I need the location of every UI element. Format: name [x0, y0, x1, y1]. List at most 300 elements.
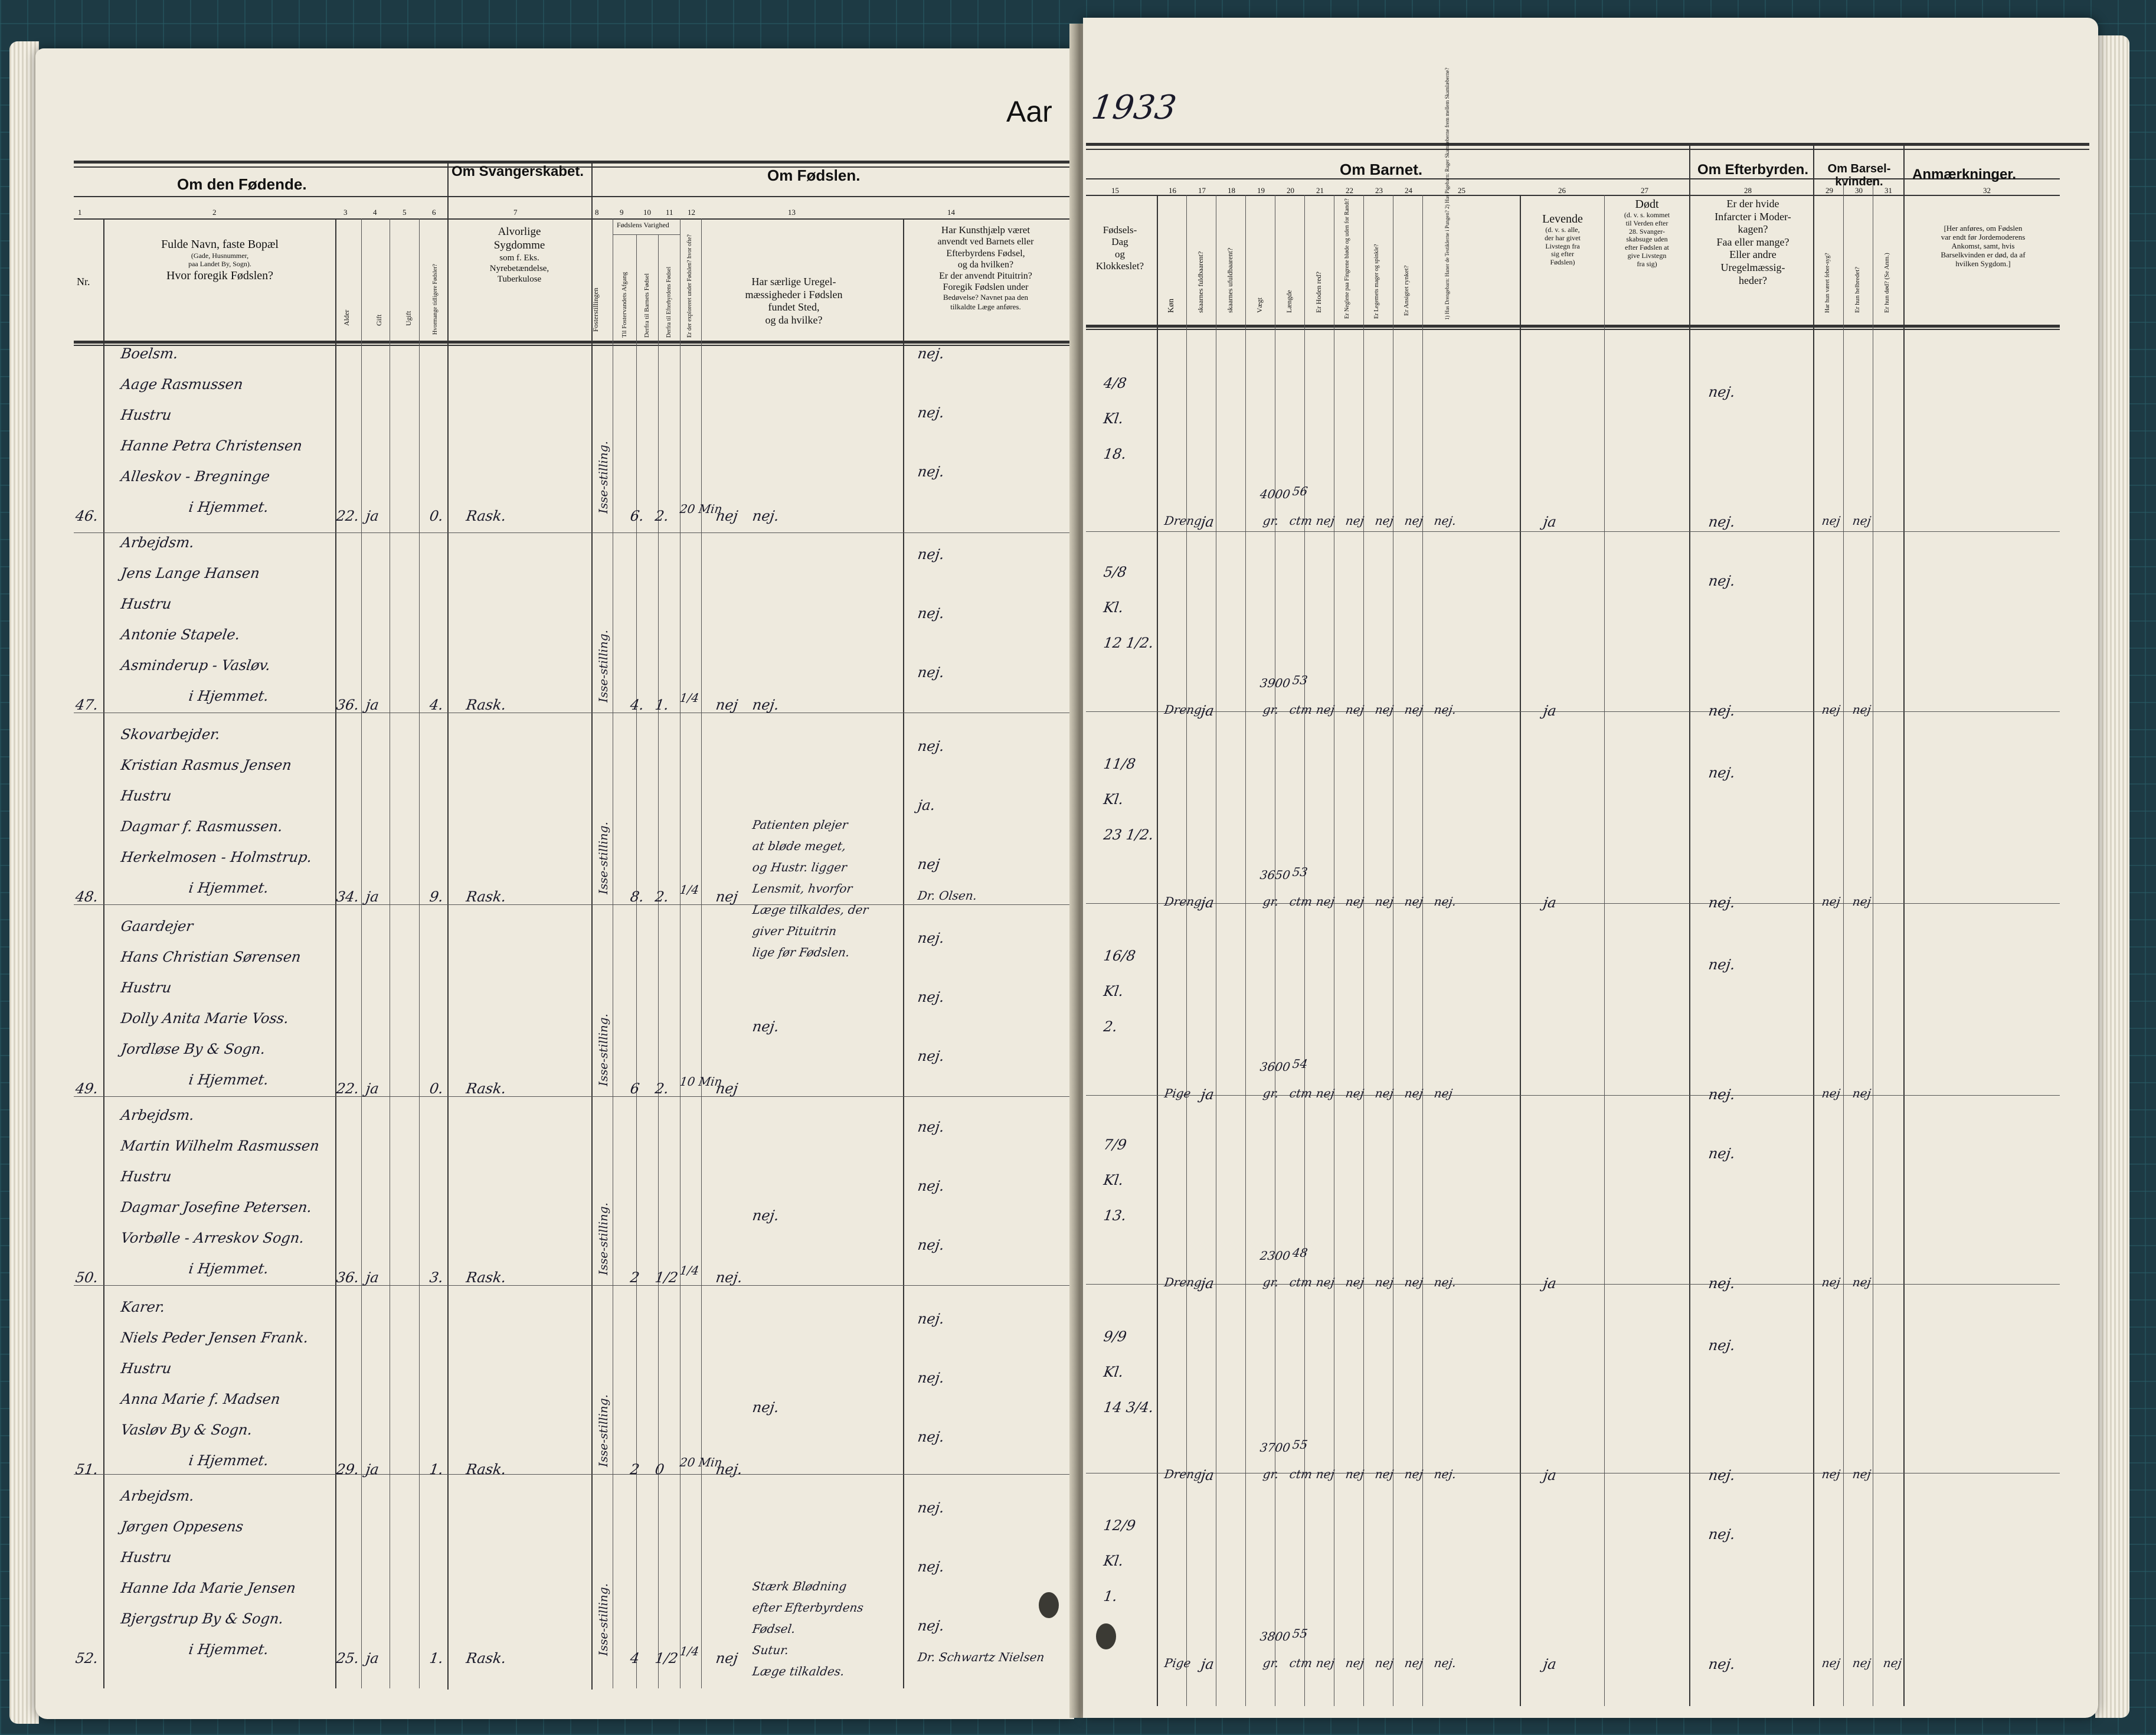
entry-48-nr: 48. [74, 888, 100, 905]
col-14-label: Har Kunsthjælp været anvendt ved Barnets eller Efterbyrdens Fødsel, og da hvilken? Er der anvendt Pituitrin? Foregik Fødslen under Bedøvelse? Navnet paa den tilkaldte Læge anføres. [937, 224, 1034, 311]
entry-47-mark: nej [1374, 703, 1395, 717]
entry-51-dag-line: 14 3/4. [1102, 1399, 1155, 1416]
colnum-24: 24 [1405, 186, 1412, 195]
entry-50-name-line: Arbejdsm. [120, 1107, 195, 1123]
entry-48-mark: nej [1374, 894, 1395, 909]
entry-50-v12: nej. [715, 1269, 744, 1286]
entry-50-gift: ja [365, 1269, 380, 1286]
entry-52-fuld: ja [1200, 1656, 1215, 1672]
entry-52-laengde-unit: ctm [1288, 1656, 1313, 1670]
entry-46-name-line: Alleskov - Bregninge [120, 468, 271, 485]
colnum-32: 32 [1983, 186, 1991, 195]
entry-49-v14-line: nej. [917, 1048, 946, 1064]
entry-51-name-line: Hustru [120, 1360, 173, 1377]
entry-49-v13: nej. [751, 1018, 780, 1035]
entry-47-fodsler: 4. [428, 697, 444, 713]
entry-48-sygdom: Rask. [465, 888, 508, 905]
entry-46-fuld: ja [1200, 514, 1215, 530]
entry-48-mark: nej. [1433, 894, 1457, 909]
colnum-1: 1 [78, 208, 82, 217]
entry-49-gift: ja [365, 1080, 380, 1097]
entry-52-dag-line: Kl. [1102, 1553, 1125, 1569]
entry-50-name-line: i Hjemmet. [188, 1260, 270, 1277]
colnum-14: 14 [947, 208, 955, 217]
entry-47-stilling: Isse-stilling. [596, 630, 610, 703]
entry-48-v14-line: ja. [917, 797, 937, 813]
entry-47-v14-line: nej. [917, 664, 946, 681]
entry-47-v12: nej [715, 697, 740, 713]
col-26-label: Levende (d. v. s. alle, der har givet Livstegn fra sig efter Fødslen) [1542, 213, 1583, 267]
colnum-6: 6 [432, 208, 436, 217]
col-24-label: Er Ansigtet rynket? [1403, 265, 1410, 316]
entry-51-sygdom: Rask. [465, 1461, 508, 1478]
entry-49-mark: nej [1433, 1086, 1454, 1100]
col-gift-label: Gift [375, 314, 383, 326]
entry-46-name-line: i Hjemmet. [188, 499, 270, 515]
entry-52-levende: ja [1542, 1656, 1558, 1672]
entry-52-v9: 4 [629, 1650, 641, 1667]
entry-49-dag-line: 16/8 [1102, 947, 1137, 964]
entry-50-mark: nej. [1433, 1275, 1457, 1289]
entry-47-v9: 4. [629, 697, 645, 713]
entry-47-laengde-unit: ctm [1288, 703, 1313, 717]
entry-47-name-line: Asminderup - Vasløv. [120, 657, 271, 674]
entry-46-barsel: nej [1821, 514, 1841, 528]
entry-50-fuld: ja [1200, 1275, 1215, 1292]
entry-49-sygdom: Rask. [465, 1080, 508, 1097]
binding-hole [1039, 1592, 1059, 1618]
entry-49-mark: nej [1403, 1086, 1424, 1100]
entry-48-v13-line: at bløde meget, [751, 839, 848, 853]
colnum-22: 22 [1346, 186, 1353, 195]
entry-49-name-line: Hustru [120, 979, 173, 996]
entry-51-fodsler: 1. [428, 1461, 444, 1478]
entry-52-v14-line: nej. [917, 1618, 946, 1634]
entry-46-laengde-unit: ctm [1288, 514, 1313, 528]
entry-52-name-line: Arbejdsm. [120, 1488, 195, 1504]
entry-47-v13: nej. [751, 697, 780, 713]
entry-51-gift: ja [365, 1461, 380, 1478]
entry-46-levende: ja [1542, 514, 1558, 530]
entry-47-levende: ja [1542, 703, 1558, 719]
entry-48-efterbyrd: nej. [1707, 894, 1736, 911]
entry-47-dag-line: 12 1/2. [1102, 635, 1155, 651]
entry-51-levende: ja [1542, 1467, 1558, 1484]
entry-52-mark: nej [1374, 1656, 1395, 1670]
entry-49-v14-line: nej. [917, 989, 946, 1005]
entry-47-v14-line: nej. [917, 546, 946, 563]
entry-48-levende: ja [1542, 894, 1558, 911]
colnum-21: 21 [1316, 186, 1324, 195]
entry-48-vaegt-unit: gr. [1262, 894, 1280, 909]
col-varighed-label: Fødslens Varighed [617, 221, 669, 229]
page-edges-left [9, 41, 39, 1724]
entry-48-v13-line: lige før Fødslen. [751, 945, 851, 959]
entry-50-name-line: Martin Wilhelm Rasmussen [120, 1138, 320, 1154]
entry-51-v10: 0 [654, 1461, 666, 1478]
entry-51-name-line: i Hjemmet. [188, 1452, 270, 1469]
entry-52-mark: nej. [1433, 1656, 1457, 1670]
entry-48-laengde-unit: ctm [1288, 894, 1313, 909]
entry-46-v14-line: nej. [917, 345, 946, 362]
entry-47-name-line: Hustru [120, 596, 173, 612]
entry-46-name-line: Aage Rasmussen [120, 376, 244, 393]
colnum-7: 7 [513, 208, 518, 217]
col-20-label: Længde [1285, 290, 1293, 313]
col-21-label: Er Hoden red? [1314, 272, 1323, 313]
entry-52-mark: nej [1344, 1656, 1365, 1670]
colnum-8: 8 [595, 208, 599, 217]
entry-47-kon: Dreng [1163, 703, 1203, 717]
entry-47-fuld: ja [1200, 703, 1215, 719]
col-31-label: Er hun død? (Se Anm.) [1883, 253, 1890, 313]
entry-48-v13-line: giver Pituitrin [751, 924, 837, 938]
entry-52-v13-line: Fødsel. [751, 1622, 797, 1636]
colnum-19: 19 [1257, 186, 1265, 195]
colnum-11: 11 [666, 208, 673, 217]
col-32-label: [Her anføres, om Fødslen var endt før Jordemoderens Ankomst, samt, hvis Barselkvinden er død, da af hvilken Sygdom.] [1941, 224, 2026, 268]
entry-49-alder: 22. [335, 1080, 361, 1097]
colnum-27: 27 [1641, 186, 1648, 195]
entry-51-v11: 20 Min [679, 1455, 724, 1469]
page-edges-right [2095, 35, 2129, 1718]
entry-47-mark: nej [1344, 703, 1365, 717]
entry-52-name-line: Jørgen Oppesens [120, 1518, 245, 1535]
entry-49-fodsler: 0. [428, 1080, 444, 1097]
colnum-25: 25 [1458, 186, 1465, 195]
entry-47-barsel: nej [1821, 703, 1841, 717]
entry-48-barsel: nej [1821, 894, 1841, 909]
entry-52-fodsler: 1. [428, 1650, 444, 1667]
entry-46-dag-line: 18. [1102, 446, 1128, 462]
entry-51-dag-line: Kl. [1102, 1364, 1125, 1380]
entry-49-v9: 6 [629, 1080, 641, 1097]
entry-47-gift: ja [365, 697, 380, 713]
entry-46-name-line: Hustru [120, 407, 173, 423]
entry-52-v13-line: Sutur. [751, 1643, 790, 1657]
entry-47-nr: 47. [74, 697, 100, 713]
col-30-label: Er hun helbredet? [1854, 266, 1861, 313]
entry-51-mark: nej [1315, 1467, 1336, 1481]
entry-50-efterbyrd: nej. [1707, 1275, 1736, 1292]
entry-51-mark: nej. [1433, 1467, 1457, 1481]
entry-50-laengde: 48 [1291, 1246, 1309, 1260]
colnum-4: 4 [373, 208, 377, 217]
entry-51-mark: nej [1344, 1467, 1365, 1481]
entry-48-v14-line: Dr. Olsen. [917, 888, 978, 903]
entry-51-v13: nej. [751, 1399, 780, 1416]
entry-51-name-line: Karer. [120, 1299, 166, 1315]
entry-48-v11: 1/4 [679, 883, 700, 897]
entry-51-vaegt: 3700 [1259, 1440, 1291, 1455]
entry-52-v11: 1/4 [679, 1644, 700, 1658]
entry-52-v10: 1/2 [654, 1650, 679, 1667]
right-page [1006, 18, 2098, 1718]
col-ugift-label: Ugift [404, 311, 413, 326]
entry-52-name-line: Bjergstrup By & Sogn. [120, 1610, 285, 1627]
entry-50-efterbyrd-top: nej. [1707, 1145, 1736, 1162]
colnum-23: 23 [1375, 186, 1383, 195]
entry-46-efterbyrd: nej. [1707, 514, 1736, 530]
entry-50-barsel: nej [1851, 1275, 1872, 1289]
entry-49-dag-line: Kl. [1102, 983, 1125, 999]
entry-50-v14-line: nej. [917, 1178, 946, 1194]
entry-52-laengde: 55 [1291, 1626, 1309, 1641]
entry-52-name-line: Hanne Ida Marie Jensen [120, 1580, 297, 1596]
col-17-label: skaarnes fuldbaarent? [1196, 251, 1205, 313]
entry-46-laengde: 56 [1291, 484, 1309, 498]
entry-50-dag-line: Kl. [1102, 1172, 1125, 1188]
year-value: 1933 [1089, 89, 1179, 127]
colnum-9: 9 [620, 208, 624, 217]
entry-50-stilling: Isse-stilling. [596, 1203, 610, 1275]
entry-47-name-line: Arbejdsm. [120, 534, 195, 551]
year-label: Aar [1006, 95, 1052, 128]
colnum-30: 30 [1855, 186, 1863, 195]
entry-50-levende: ja [1542, 1275, 1558, 1292]
entry-52-v13-line: efter Efterbyrdens [751, 1600, 865, 1615]
entry-48-name-line: Kristian Rasmus Jensen [120, 757, 293, 773]
entry-48-v14-line: nej. [917, 738, 946, 754]
entry-51-v14-line: nej. [917, 1370, 946, 1386]
entry-48-stilling: Isse-stilling. [596, 822, 610, 894]
entry-50-dag-line: 13. [1102, 1207, 1128, 1224]
entry-47-dag-line: Kl. [1102, 599, 1125, 616]
entry-49-barsel: nej [1851, 1086, 1872, 1100]
entry-50-mark: nej [1403, 1275, 1424, 1289]
entry-46-kon: Dreng [1163, 514, 1203, 528]
entry-50-barsel: nej [1821, 1275, 1841, 1289]
entry-49-laengde: 54 [1291, 1057, 1309, 1071]
col-27-label: Dødt (d. v. s. kommet til Verden efter 28. Svanger- skabsuge uden efter Fødslen at give Livstegn fra sig) [1624, 198, 1670, 268]
colnum-26: 26 [1558, 186, 1566, 195]
entry-49-v14-line: nej. [917, 930, 946, 946]
header-om-barnet: Om Barnet. [1340, 161, 1423, 178]
entry-49-mark: nej [1315, 1086, 1336, 1100]
entry-50-v10: 1/2 [654, 1269, 679, 1286]
col-stilling-label: Fosterstillingen [591, 287, 600, 332]
entry-49-v12: nej [715, 1080, 740, 1097]
entry-48-v13-line: Lensmit, hvorfor [751, 881, 853, 896]
entry-47-mark: nej. [1433, 703, 1457, 717]
entry-48-dag-line: 11/8 [1102, 756, 1137, 772]
entry-46-mark: nej [1344, 514, 1365, 528]
entry-46-nr: 46. [74, 508, 100, 524]
entry-50-v14-line: nej. [917, 1119, 946, 1135]
entry-52-barsel: nej [1821, 1656, 1841, 1670]
entry-46-v14-line: nej. [917, 404, 946, 421]
entry-49-name-line: Jordløse By & Sogn. [120, 1041, 267, 1057]
entry-50-mark: nej [1344, 1275, 1365, 1289]
header-om-svangerskabet: Om Svangerskabet. [451, 164, 584, 179]
entry-51-nr: 51. [74, 1461, 100, 1478]
col-19-label: Vægt [1255, 297, 1264, 313]
entry-52-barsel: nej [1882, 1656, 1903, 1670]
entry-48-v14-line: nej [917, 856, 941, 873]
entry-52-barsel: nej [1851, 1656, 1872, 1670]
col-22-label: Er Neglene paa Fingrene bløde og uden for Randt? [1344, 198, 1350, 319]
entry-49-name-line: i Hjemmet. [188, 1071, 270, 1088]
entry-52-sygdom: Rask. [465, 1650, 508, 1667]
entry-47-v14-line: nej. [917, 605, 946, 622]
entry-48-mark: nej [1403, 894, 1424, 909]
col-15-label: Fødsels- Dag og Klokkeslet? [1095, 224, 1144, 272]
entry-48-kon: Dreng [1163, 894, 1203, 909]
entry-48-dag-line: Kl. [1102, 791, 1125, 808]
entry-46-v14-line: nej. [917, 463, 946, 480]
entry-52-efterbyrd: nej. [1707, 1656, 1736, 1672]
entry-46-v10: 2. [654, 508, 670, 524]
entry-51-v14-line: nej. [917, 1311, 946, 1327]
entry-51-v12: nej. [715, 1461, 744, 1478]
col-28-label: Er der hvide Infarcter i Moder- kagen? Faa eller mange? Eller andre Uregelmæssig- heder? [1715, 198, 1791, 286]
entry-46-dag-line: Kl. [1102, 410, 1125, 427]
entry-46-name-line: Boelsm. [120, 345, 179, 362]
col-29-label: Har hun været feber-syg? [1824, 253, 1831, 313]
entry-49-stilling: Isse-stilling. [596, 1014, 610, 1086]
entry-49-name-line: Hans Christian Sørensen [120, 949, 302, 965]
col-12-label: Er der exploreret under Fødslen? hvor ofte? [686, 234, 693, 338]
entry-49-barsel: nej [1821, 1086, 1841, 1100]
entry-47-name-line: Jens Lange Hansen [120, 565, 261, 581]
entry-46-alder: 22. [335, 508, 361, 524]
entry-52-stilling: Isse-stilling. [596, 1583, 610, 1656]
entry-51-vaegt-unit: gr. [1262, 1467, 1280, 1481]
entry-48-name-line: Hustru [120, 788, 173, 804]
entry-50-fodsler: 3. [428, 1269, 444, 1286]
entry-48-name-line: Skovarbejder. [120, 726, 221, 743]
entry-50-alder: 36. [335, 1269, 361, 1286]
col-25-label: 1) Has Drengebarn: Haner de Testiklerne i Pungen? 2) Has Pigebarn: Rager Skamlæberne frem mellem Skamlæberne? [1444, 67, 1450, 320]
entry-47-mark: nej [1403, 703, 1424, 717]
entry-50-v13: nej. [751, 1207, 780, 1224]
entry-51-name-line: Anna Marie f. Madsen [120, 1391, 282, 1407]
entry-51-name-line: Vasløv By & Sogn. [120, 1422, 254, 1438]
entry-52-kon: Pige [1163, 1656, 1192, 1670]
entry-52-alder: 25. [335, 1650, 361, 1667]
entry-49-fuld: ja [1200, 1086, 1215, 1103]
entry-52-mark: nej [1315, 1656, 1336, 1670]
col-name-label: Fulde Navn, faste Bopæl (Gade, Husnummer, paa Landet By, Sogn). Hvor foregik Fødslen? [161, 238, 279, 282]
entry-50-mark: nej [1315, 1275, 1336, 1289]
col-alder-label: Alder [342, 309, 351, 326]
entry-47-v11: 1/4 [679, 691, 700, 705]
entry-50-sygdom: Rask. [465, 1269, 508, 1286]
entry-46-sygdom: Rask. [465, 508, 508, 524]
colnum-16: 16 [1169, 186, 1176, 195]
entry-52-dag-line: 1. [1102, 1588, 1118, 1605]
entry-52-v13-line: Læge tilkaldes. [751, 1664, 846, 1678]
entry-46-mark: nej [1315, 514, 1336, 528]
entry-48-v9: 8. [629, 888, 645, 905]
entry-52-efterbyrd-top: nej. [1707, 1526, 1736, 1543]
entry-47-efterbyrd: nej. [1707, 703, 1736, 719]
entry-49-v11: 10 Min [679, 1074, 724, 1089]
entry-51-kon: Dreng [1163, 1467, 1203, 1481]
entry-48-dag-line: 23 1/2. [1102, 826, 1155, 843]
entry-52-v13-line: Stærk Blødning [751, 1579, 848, 1593]
header-om-barselkvinden: Om Barsel-kvinden. [1827, 162, 1891, 188]
entry-47-efterbyrd-top: nej. [1707, 573, 1736, 589]
entry-47-name-line: i Hjemmet. [188, 688, 270, 704]
entry-48-efterbyrd-top: nej. [1707, 764, 1736, 781]
entry-46-barsel: nej [1851, 514, 1872, 528]
entry-49-efterbyrd-top: nej. [1707, 956, 1736, 973]
entry-50-mark: nej [1374, 1275, 1395, 1289]
colnum-2: 2 [212, 208, 217, 217]
entry-51-mark: nej [1403, 1467, 1424, 1481]
entry-49-v10: 2. [654, 1080, 670, 1097]
entry-51-barsel: nej [1851, 1467, 1872, 1481]
entry-46-mark: nej [1374, 514, 1395, 528]
entry-52-v14-line: Dr. Schwartz Nielsen [917, 1650, 1046, 1664]
entry-49-mark: nej [1344, 1086, 1365, 1100]
entry-52-nr: 52. [74, 1650, 100, 1667]
col-18-label: skaarnes ufuldbaarent? [1226, 247, 1234, 313]
header-om-fodslen: Om Fødslen. [767, 166, 861, 184]
entry-48-v13-line: og Hustr. ligger [751, 860, 848, 874]
colnum-29: 29 [1825, 186, 1833, 195]
entry-48-v13-line: Patienten plejer [751, 818, 849, 832]
entry-46-gift: ja [365, 508, 380, 524]
entry-50-dag-line: 7/9 [1102, 1136, 1128, 1153]
entry-52-dag-line: 12/9 [1102, 1517, 1137, 1534]
entry-50-vaegt-unit: gr. [1262, 1275, 1280, 1289]
colnum-31: 31 [1885, 186, 1892, 195]
col-sygdom-label: Alvorlige Sygdomme som f. Eks. Nyrebetændelse, Tuberkulose [489, 226, 549, 284]
entry-52-vaegt-unit: gr. [1262, 1656, 1280, 1670]
entry-47-vaegt: 3900 [1259, 676, 1291, 690]
entry-50-name-line: Hustru [120, 1168, 173, 1185]
entry-47-name-line: Antonie Stapele. [120, 626, 241, 643]
entry-50-name-line: Vorbølle - Arreskov Sogn. [120, 1230, 306, 1246]
col-nr-label: Nr. [77, 276, 90, 287]
entry-49-vaegt-unit: gr. [1262, 1086, 1280, 1100]
entry-46-mark: nej. [1433, 514, 1457, 528]
entry-46-vaegt: 4000 [1259, 487, 1291, 501]
entry-48-barsel: nej [1851, 894, 1872, 909]
entry-51-fuld: ja [1200, 1467, 1215, 1484]
entry-47-alder: 36. [335, 697, 361, 713]
col-fodsler-label: Hvormange tidligere Fødsler? [432, 264, 439, 335]
entry-48-mark: nej [1315, 894, 1336, 909]
colnum-3: 3 [343, 208, 348, 217]
entry-47-vaegt-unit: gr. [1262, 703, 1280, 717]
entry-46-name-line: Hanne Petra Christensen [120, 437, 303, 454]
entry-50-v11: 1/4 [679, 1263, 700, 1277]
entry-48-name-line: Dagmar f. Rasmussen. [120, 818, 284, 835]
entry-49-name-line: Dolly Anita Marie Voss. [120, 1010, 290, 1027]
entry-46-stilling: Isse-stilling. [596, 441, 610, 514]
colnum-15: 15 [1111, 186, 1119, 195]
entry-49-efterbyrd: nej. [1707, 1086, 1736, 1103]
entry-46-dag-line: 4/8 [1102, 375, 1128, 391]
colnum-17: 17 [1198, 186, 1206, 195]
entry-47-v10: 1. [654, 697, 670, 713]
entry-49-nr: 49. [74, 1080, 100, 1097]
entry-48-name-line: Herkelmosen - Holmstrup. [120, 849, 313, 865]
entry-49-kon: Pige [1163, 1086, 1192, 1100]
entry-46-v9: 6. [629, 508, 645, 524]
entry-51-name-line: Niels Peder Jensen Frank. [120, 1329, 310, 1346]
entry-46-efterbyrd-top: nej. [1707, 384, 1736, 400]
entry-47-sygdom: Rask. [465, 697, 508, 713]
entry-48-fodsler: 9. [428, 888, 444, 905]
colnum-18: 18 [1228, 186, 1235, 195]
entry-48-fuld: ja [1200, 894, 1215, 911]
entry-51-stilling: Isse-stilling. [596, 1394, 610, 1467]
entry-48-gift: ja [365, 888, 380, 905]
